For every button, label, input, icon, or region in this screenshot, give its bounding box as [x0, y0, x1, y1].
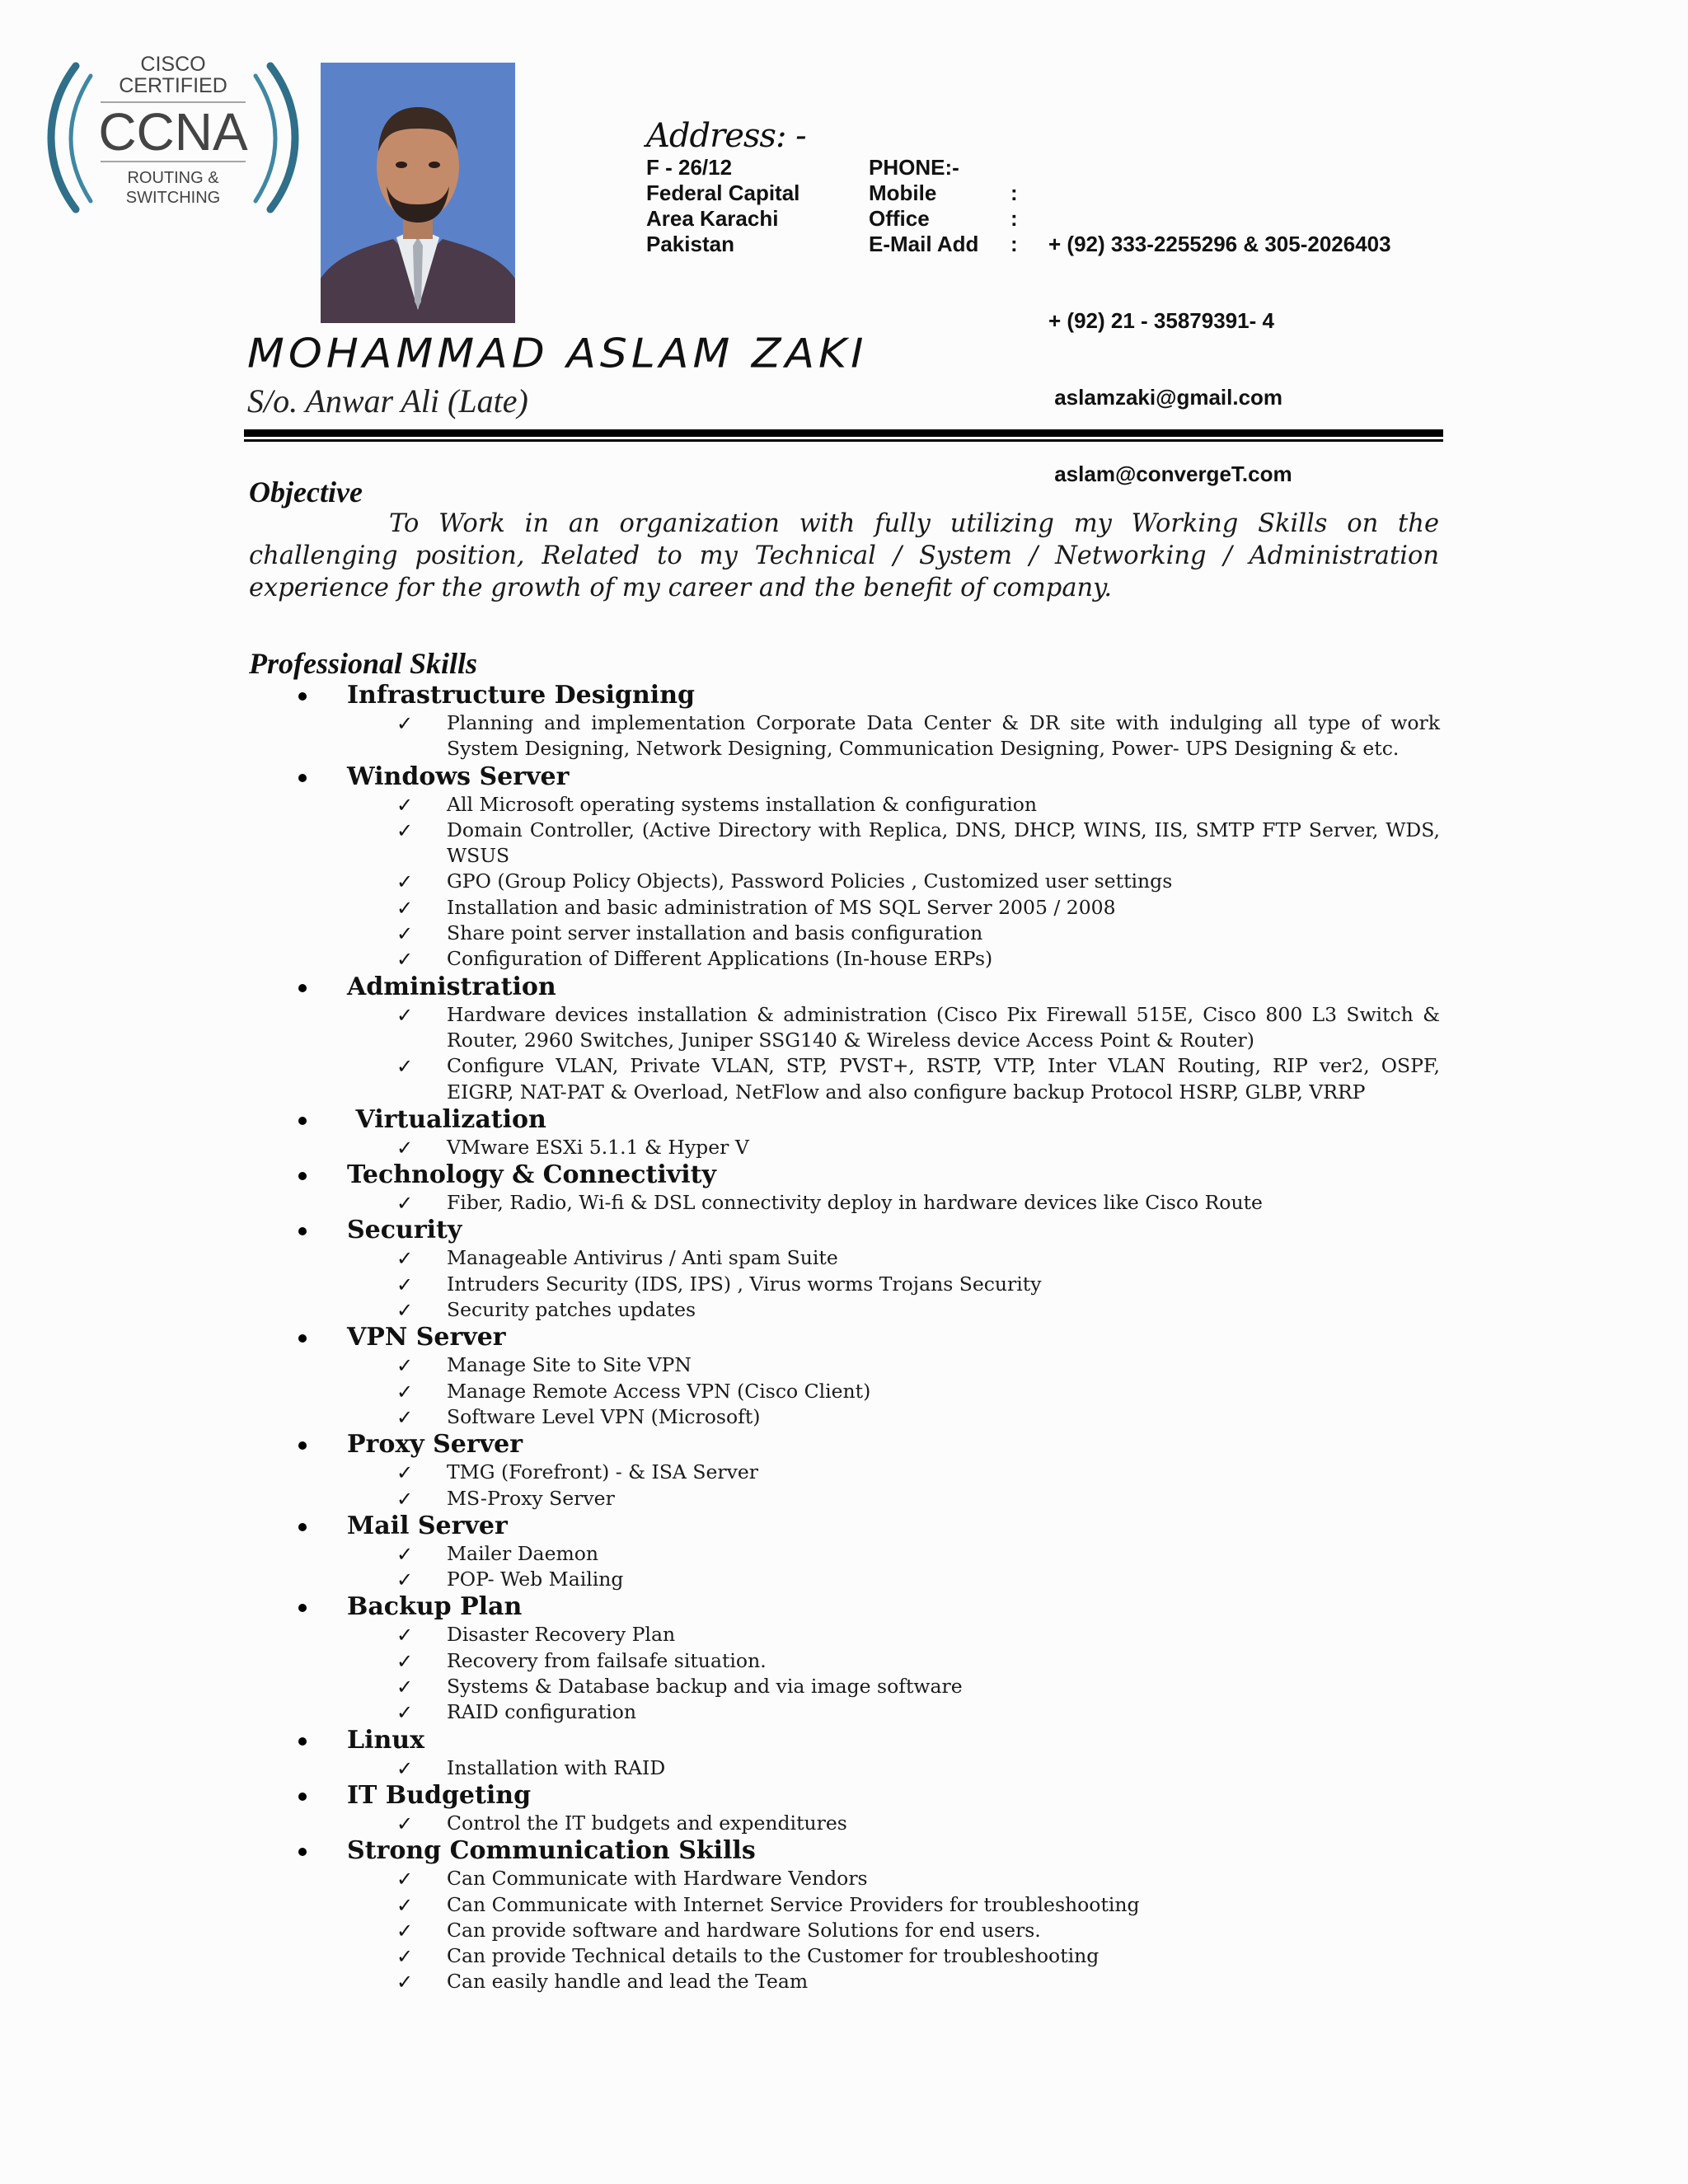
skill-item [0, 1053, 1688, 1105]
skill-title: Proxy Server [347, 1430, 523, 1460]
colon: : [1010, 232, 1018, 256]
logo-switching-text: SWITCHING [125, 189, 221, 207]
bullet-icon [298, 1334, 307, 1343]
email-primary[interactable]: aslamzaki@gmail.com [1048, 385, 1283, 410]
checkmark-icon: ✓ [396, 1003, 414, 1027]
skill-item-text: Manage Remote Access VPN (Cisco Client) [447, 1379, 871, 1403]
colon: : [1010, 206, 1018, 231]
skill-item-text: All Microsoft operating systems installation & configuration [447, 792, 1038, 816]
bullet-icon [298, 774, 307, 782]
skill-title: VPN Server [347, 1323, 506, 1352]
skill-item [0, 1699, 1688, 1725]
skill-item-text: Installation with RAID [447, 1755, 666, 1779]
checkmark-icon: ✓ [396, 1380, 414, 1404]
skill-item [0, 1135, 1688, 1160]
checkmark-icon: ✓ [396, 1624, 414, 1647]
checkmark-icon: ✓ [396, 1247, 414, 1271]
skill-item-text: Installation and basic administration of MS SQL Server 2005 / 2008 [447, 895, 1116, 919]
skill-item [0, 946, 1688, 972]
skill-item [0, 1379, 1688, 1404]
skill-item-text: TMG (Forefront) - & ISA Server [447, 1460, 759, 1484]
bullet-icon [298, 1172, 307, 1180]
skill-block [0, 1430, 1688, 1511]
skill-item-text: Can Communicate with Internet Service Providers for troubleshooting [447, 1892, 1140, 1916]
skill-title-row [0, 1105, 1688, 1135]
bullet-icon [298, 1117, 307, 1125]
email-secondary[interactable]: aslam@convergeT.com [1048, 462, 1292, 486]
skill-item [0, 869, 1688, 894]
skill-title: Administration [347, 972, 556, 1001]
skill-item [0, 1918, 1688, 1943]
skill-title: Windows Server [347, 762, 570, 791]
skill-item [0, 1352, 1688, 1378]
checkmark-icon: ✓ [396, 1405, 414, 1429]
skill-block [0, 1836, 1688, 1994]
skill-item-text: Disaster Recovery Plan [447, 1623, 676, 1647]
checkmark-icon: ✓ [396, 1272, 414, 1296]
skill-item-text: POP- Web Mailing [447, 1568, 624, 1591]
checkmark-icon: ✓ [396, 1542, 414, 1566]
logo-cisco-text: CISCO [140, 53, 206, 76]
skill-item [0, 1866, 1688, 1891]
professional-skills-heading: Professional Skills [249, 647, 478, 680]
checkmark-icon: ✓ [396, 1461, 414, 1485]
skill-item [0, 1648, 1688, 1674]
bullet-icon [298, 1737, 307, 1746]
checkmark-icon: ✓ [396, 1299, 414, 1323]
office-number: + (92) 21 - 35879391- 4 [1048, 308, 1274, 333]
skill-item [0, 1969, 1688, 1994]
skill-title: Security [347, 1216, 462, 1245]
bullet-icon [298, 692, 307, 701]
skill-block [0, 1592, 1688, 1725]
header-divider [244, 429, 1443, 437]
skill-item [0, 1892, 1688, 1918]
skill-title-row [0, 681, 1688, 710]
objective-text: To Work in an organization with fully utilizing my Working Skills on the challenging position, Related to my Technical / System / Networking / Administration experience for the growth of my career and the benefit of company. [249, 509, 1439, 602]
skill-block [0, 762, 1688, 972]
skill-item-text: Can Communicate with Hardware Vendors [447, 1867, 868, 1891]
skill-item-text: VMware ESXi 5.1.1 & Hyper V [447, 1135, 749, 1159]
skill-item-text: Security patches updates [447, 1298, 696, 1322]
skill-block [0, 1781, 1688, 1836]
skill-item-text: Configuration of Different Applications (In-house ERPs) [447, 947, 993, 971]
skill-title: Strong Communication Skills [347, 1836, 756, 1866]
address-line: Federal Capital [646, 180, 800, 205]
skill-title: Infrastructure Designing [347, 681, 695, 710]
checkmark-icon: ✓ [396, 712, 414, 735]
logo-ccna-text: CCNA [98, 102, 248, 162]
office-label: Office [869, 206, 930, 231]
skill-item [0, 1190, 1688, 1216]
skill-title: Virtualization [347, 1104, 546, 1134]
checkmark-icon: ✓ [396, 1868, 414, 1891]
address-line: Pakistan [646, 232, 734, 256]
skill-block [0, 1323, 1688, 1430]
skill-block [0, 681, 1688, 762]
skill-title: Linux [347, 1725, 424, 1755]
skill-item [0, 1272, 1688, 1297]
skill-item [0, 818, 1688, 869]
checkmark-icon: ✓ [396, 1756, 414, 1780]
skill-item [0, 1811, 1688, 1836]
checkmark-icon: ✓ [396, 1192, 414, 1216]
skill-title: Backup Plan [347, 1592, 523, 1622]
skill-item [0, 895, 1688, 921]
skill-item-text: GPO (Group Policy Objects), Password Policies , Customized user settings [447, 869, 1173, 893]
skill-title-row [0, 1430, 1688, 1460]
skill-item-text: Can easily handle and lead the Team [447, 1970, 809, 1994]
skill-item-text: Domain Controller, (Active Directory with Replica, DNS, DHCP, WINS, IIS, SMTP FTP Server, WDS, WSUS [447, 818, 1440, 868]
bullet-icon [298, 1523, 307, 1531]
skill-item-text: Software Level VPN (Microsoft) [447, 1404, 761, 1428]
skill-item-text: Hardware devices installation & administration (Cisco Pix Firewall 515E, Cisco 800 L3 Switch & Router, 2960 Switches, Juniper SSG140 & Wireless device Access Point & Router) [447, 1002, 1440, 1052]
checkmark-icon: ✓ [396, 793, 414, 817]
skill-title-row [0, 1836, 1688, 1866]
skill-item [0, 710, 1688, 762]
skill-block [0, 1726, 1688, 1781]
skill-item [0, 1245, 1688, 1271]
skill-block [0, 1105, 1688, 1160]
skill-item [0, 1002, 1688, 1054]
skill-item-text: Manage Site to Site VPN [447, 1353, 692, 1377]
address-line: F - 26/12 [646, 155, 733, 180]
skill-item-text: Can provide Technical details to the Customer for troubleshooting [447, 1944, 1100, 1968]
checkmark-icon: ✓ [396, 1945, 414, 1969]
skill-title-row [0, 1726, 1688, 1755]
checkmark-icon: ✓ [396, 1055, 414, 1079]
checkmark-icon: ✓ [396, 818, 414, 842]
skill-block [0, 972, 1688, 1105]
checkmark-icon: ✓ [396, 1675, 414, 1699]
skills-list [0, 681, 1688, 1995]
skill-item [0, 921, 1688, 946]
skill-item-text: Manageable Antivirus / Anti spam Suite [447, 1246, 838, 1270]
skill-title-row [0, 1216, 1688, 1245]
checkmark-icon: ✓ [396, 1487, 414, 1511]
contact-labels [869, 180, 978, 257]
skill-item-text: Fiber, Radio, Wi-fi & DSL connectivity deploy in hardware devices like Cisco Route [447, 1191, 1263, 1215]
skill-item [0, 1297, 1688, 1323]
bullet-icon [298, 1793, 307, 1801]
checkmark-icon: ✓ [396, 870, 414, 894]
profile-photo [321, 63, 515, 323]
skill-item-text: Intruders Security (IDS, IPS) , Virus worms Trojans Security [447, 1272, 1042, 1296]
checkmark-icon: ✓ [396, 922, 414, 946]
address-line: Area Karachi [646, 206, 779, 231]
colon: : [1010, 180, 1018, 205]
bullet-icon [298, 1441, 307, 1450]
skill-title: Mail Server [347, 1511, 508, 1540]
skill-block [0, 1160, 1688, 1216]
checkmark-icon: ✓ [396, 1568, 414, 1592]
skill-item [0, 1460, 1688, 1485]
father-name: S/o. Anwar Ali (Late) [247, 382, 528, 419]
skill-item [0, 1943, 1688, 1969]
checkmark-icon: ✓ [396, 1811, 414, 1835]
checkmark-icon: ✓ [396, 1136, 414, 1160]
skill-title-row [0, 1160, 1688, 1190]
skill-item-text: Control the IT budgets and expenditures [447, 1811, 847, 1835]
logo-routing-text: ROUTING & [127, 169, 219, 187]
checkmark-icon: ✓ [396, 948, 414, 972]
postal-address [646, 155, 799, 257]
checkmark-icon: ✓ [396, 896, 414, 920]
checkmark-icon: ✓ [396, 1971, 414, 1994]
bullet-icon [298, 1227, 307, 1235]
objective-heading: Objective [249, 476, 363, 509]
address-label: Address: - [646, 117, 806, 155]
mobile-number: + (92) 333-2255296 & 305-2026403 [1048, 232, 1391, 256]
skill-item-text: Systems & Database backup and via image software [447, 1675, 963, 1699]
skill-title-row [0, 1781, 1688, 1811]
skill-item-text: Recovery from failsafe situation. [447, 1648, 767, 1672]
skill-item-text: Planning and implementation Corporate Data Center & DR site with indulging all type of work System Designing, Network Designing, Communication Designing, Power- UPS Designing & etc. [447, 711, 1440, 761]
contact-colons [1010, 180, 1018, 257]
checkmark-icon: ✓ [396, 1354, 414, 1378]
checkmark-icon: ✓ [396, 1701, 414, 1725]
skill-item-text: Share point server installation and basis configuration [447, 921, 983, 945]
skill-title: IT Budgeting [347, 1780, 532, 1810]
phone-heading: PHONE:- [869, 155, 959, 180]
skill-item [0, 1567, 1688, 1592]
logo-certified-text: CERTIFIED [119, 74, 227, 97]
checkmark-icon: ✓ [396, 1893, 414, 1917]
ccna-certified-logo [43, 51, 303, 226]
skill-item [0, 1622, 1688, 1647]
skill-title-row [0, 972, 1688, 1002]
bullet-icon [298, 1604, 307, 1612]
skill-item [0, 792, 1688, 818]
skill-item [0, 1541, 1688, 1567]
skill-item-text: Mailer Daemon [447, 1541, 599, 1565]
skill-item-text: Can provide software and hardware Solutions for end users. [447, 1918, 1041, 1942]
contact-values [1048, 180, 1391, 513]
skill-item-text: MS-Proxy Server [447, 1486, 615, 1510]
skill-block [0, 1216, 1688, 1323]
skill-title: Technology & Connectivity [347, 1160, 716, 1190]
skill-title-row [0, 1511, 1688, 1541]
header-divider-thin [244, 439, 1443, 442]
bullet-icon [298, 1848, 307, 1856]
candidate-name: MOHAMMAD ASLAM ZAKI [247, 330, 868, 377]
skill-item-text: Configure VLAN, Private VLAN, STP, PVST+, RSTP, VTP, Inter VLAN Routing, RIP ver2, OSPF, EIGRP, NAT-PAT & Overload, NetFlow and also configure backup Protocol HSRP, GLBP, VRRP [447, 1054, 1440, 1104]
skill-title-row [0, 1323, 1688, 1352]
skill-item-text: RAID configuration [447, 1700, 637, 1724]
skill-block [0, 1511, 1688, 1593]
skill-item [0, 1404, 1688, 1430]
email-label: E-Mail Add [869, 232, 979, 256]
skill-item [0, 1674, 1688, 1699]
checkmark-icon: ✓ [396, 1919, 414, 1943]
bullet-icon [298, 984, 307, 992]
mobile-label: Mobile [869, 180, 937, 205]
skill-item [0, 1755, 1688, 1781]
skill-title-row [0, 762, 1688, 792]
skill-title-row [0, 1592, 1688, 1622]
skill-item [0, 1486, 1688, 1511]
checkmark-icon: ✓ [396, 1649, 414, 1673]
